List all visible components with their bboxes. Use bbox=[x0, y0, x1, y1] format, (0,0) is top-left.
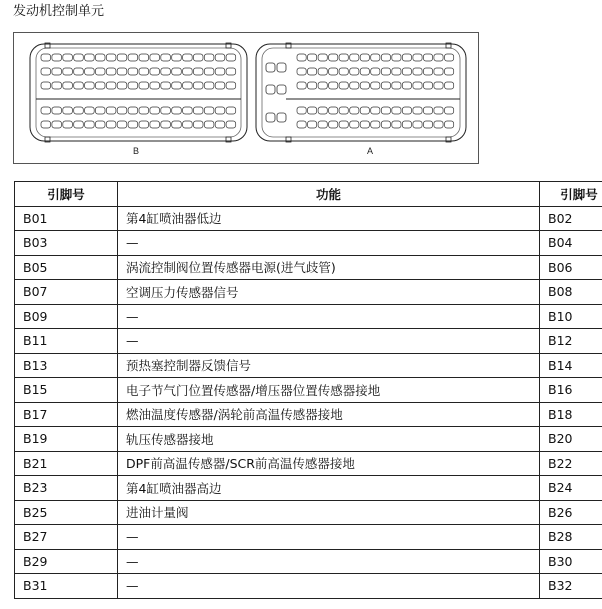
connector-a-pin bbox=[350, 54, 359, 61]
connector-b-pin bbox=[106, 68, 116, 75]
connector-b-pin bbox=[204, 54, 214, 61]
cell-pin: B15 bbox=[15, 378, 118, 403]
table-row bbox=[15, 500, 602, 525]
connector-a-pin bbox=[318, 107, 327, 114]
connector-a-pin bbox=[339, 121, 348, 128]
table-row bbox=[15, 255, 602, 280]
connector-a-pin bbox=[329, 121, 338, 128]
connector-b-pin bbox=[74, 121, 84, 128]
connector-a-power-pin bbox=[266, 85, 275, 94]
cell-pin-2: B24 bbox=[540, 476, 602, 501]
connector-b-pin bbox=[161, 54, 171, 61]
connector-a-label: A bbox=[366, 146, 374, 156]
connector-diagram bbox=[13, 32, 479, 164]
connector-a-pin bbox=[381, 121, 390, 128]
table-row bbox=[15, 451, 602, 476]
connector-b-pin bbox=[85, 82, 95, 89]
connector-a-pin bbox=[297, 68, 306, 75]
connector-a-pin bbox=[308, 54, 317, 61]
connector-b-pin bbox=[106, 54, 116, 61]
cell-function: — bbox=[118, 549, 540, 574]
connector-b-pin bbox=[74, 82, 84, 89]
connector-b-pin bbox=[41, 68, 51, 75]
connector-a-pin bbox=[392, 82, 401, 89]
cell-pin-2: B26 bbox=[540, 500, 602, 525]
table-header-row bbox=[15, 182, 602, 207]
connector-b-pin bbox=[150, 82, 160, 89]
connector-b-pin bbox=[95, 54, 105, 61]
connector-a-pin bbox=[434, 68, 443, 75]
connector-b-pin bbox=[204, 121, 214, 128]
connector-b-pin bbox=[204, 82, 214, 89]
connector-a-power-pin bbox=[266, 63, 275, 72]
cell-function: DPF前高温传感器/SCR前高温传感器接地 bbox=[118, 451, 540, 476]
connector-b-pin bbox=[183, 107, 193, 114]
connector-a-pin bbox=[402, 68, 411, 75]
cell-pin-2: B02 bbox=[540, 206, 602, 231]
connector-b-pin bbox=[85, 54, 95, 61]
connector-b-pin bbox=[41, 121, 51, 128]
connector-a-pin bbox=[413, 54, 422, 61]
connector-b-pin bbox=[204, 107, 214, 114]
connector-a-pin bbox=[445, 107, 454, 114]
connector-b-pin bbox=[74, 107, 84, 114]
connector-a-pin bbox=[423, 54, 432, 61]
table-row bbox=[15, 231, 602, 256]
connector-b-pin bbox=[215, 54, 225, 61]
connector-a-pin bbox=[350, 121, 359, 128]
cell-pin-2: B30 bbox=[540, 549, 602, 574]
connector-a-pin bbox=[445, 68, 454, 75]
cell-pin: B27 bbox=[15, 525, 118, 550]
connector-a-pin bbox=[402, 107, 411, 114]
connector-a-power-pins bbox=[266, 63, 286, 122]
cell-function: — bbox=[118, 525, 540, 550]
connector-b-pin bbox=[161, 107, 171, 114]
connector-a-pin bbox=[339, 82, 348, 89]
connector-a-pin bbox=[445, 82, 454, 89]
connector-a-pin bbox=[434, 54, 443, 61]
table-row bbox=[15, 353, 602, 378]
pin-function-table bbox=[14, 181, 602, 599]
table-row bbox=[15, 525, 602, 550]
connector-b-pin bbox=[139, 121, 149, 128]
connector-b-pin bbox=[161, 68, 171, 75]
connector-b-pin bbox=[106, 82, 116, 89]
connector-a-pin bbox=[339, 54, 348, 61]
connector-b-pin bbox=[172, 54, 182, 61]
header-pin: 引脚号 bbox=[15, 182, 118, 207]
connector-b-pin bbox=[117, 121, 127, 128]
connector-a-pin bbox=[360, 82, 369, 89]
connector-a-pin bbox=[392, 68, 401, 75]
connector-b-pin bbox=[226, 54, 236, 61]
cell-function: 进油计量阀 bbox=[118, 500, 540, 525]
connector-b-label: B bbox=[132, 146, 140, 156]
connector-b-pin bbox=[95, 68, 105, 75]
connector-a-pin bbox=[413, 68, 422, 75]
connector-b-pin bbox=[193, 121, 203, 128]
connector-b-pin bbox=[172, 82, 182, 89]
connector-a-pin bbox=[360, 121, 369, 128]
connector-b-pin bbox=[215, 107, 225, 114]
connector-b-pin bbox=[128, 82, 138, 89]
connector-b-pin bbox=[52, 107, 62, 114]
cell-pin: B23 bbox=[15, 476, 118, 501]
connector-a-pin bbox=[434, 82, 443, 89]
connector-a-pin bbox=[445, 54, 454, 61]
cell-function: 电子节气门位置传感器/增压器位置传感器接地 bbox=[118, 378, 540, 403]
connector-b-pin bbox=[106, 107, 116, 114]
connector-b-pin bbox=[85, 107, 95, 114]
connector-b-pin bbox=[128, 68, 138, 75]
table-row bbox=[15, 280, 602, 305]
connector-b-pin bbox=[183, 121, 193, 128]
cell-pin: B25 bbox=[15, 500, 118, 525]
connector-b-pin bbox=[52, 121, 62, 128]
connector-a-pin bbox=[413, 107, 422, 114]
cell-function: 第4缸喷油器高边 bbox=[118, 476, 540, 501]
connector-a-pin bbox=[350, 82, 359, 89]
connector-b-pin bbox=[139, 82, 149, 89]
table-row bbox=[15, 574, 602, 599]
connector-b-pin bbox=[150, 54, 160, 61]
cell-pin: B31 bbox=[15, 574, 118, 599]
cell-pin-2: B28 bbox=[540, 525, 602, 550]
connector-b-pin bbox=[193, 82, 203, 89]
connector-b-pin bbox=[183, 82, 193, 89]
connector-a-pin bbox=[308, 82, 317, 89]
cell-function: 预热塞控制器反馈信号 bbox=[118, 353, 540, 378]
connector-b-pin bbox=[74, 54, 84, 61]
connector-b-pin bbox=[95, 121, 105, 128]
connector-a-pin bbox=[318, 68, 327, 75]
connector-b-pin bbox=[204, 68, 214, 75]
connector-b bbox=[30, 43, 247, 142]
connector-b-pin bbox=[193, 107, 203, 114]
connector-a-power-pin bbox=[266, 113, 275, 122]
connector-a-pin bbox=[297, 107, 306, 114]
cell-pin: B29 bbox=[15, 549, 118, 574]
connector-b-pin bbox=[183, 68, 193, 75]
connector-b-pin bbox=[193, 68, 203, 75]
connector-b-pin bbox=[117, 107, 127, 114]
connector-a-pin bbox=[392, 54, 401, 61]
cell-function: 涡流控制阀位置传感器电源(进气歧管) bbox=[118, 255, 540, 280]
connector-a-pin bbox=[371, 107, 380, 114]
connector-b-pin bbox=[85, 121, 95, 128]
connector-b-pin bbox=[63, 121, 73, 128]
table-row bbox=[15, 304, 602, 329]
cell-pin: B21 bbox=[15, 451, 118, 476]
connector-a-pin bbox=[360, 107, 369, 114]
connector-a-pin bbox=[339, 68, 348, 75]
connector-b-pin bbox=[172, 107, 182, 114]
table-row bbox=[15, 476, 602, 501]
table-row bbox=[15, 402, 602, 427]
connector-a-pin bbox=[371, 54, 380, 61]
connector-b-pin bbox=[106, 121, 116, 128]
cell-pin-2: B32 bbox=[540, 574, 602, 599]
cell-function: — bbox=[118, 329, 540, 354]
cell-pin-2: B04 bbox=[540, 231, 602, 256]
connector-b-pin bbox=[41, 54, 51, 61]
connector-a-pin bbox=[381, 54, 390, 61]
connector-a-pin bbox=[423, 107, 432, 114]
table-row bbox=[15, 378, 602, 403]
cell-pin-2: B10 bbox=[540, 304, 602, 329]
cell-pin: B07 bbox=[15, 280, 118, 305]
connector-b-pin bbox=[215, 121, 225, 128]
connector-b-pin bbox=[95, 107, 105, 114]
connector-a-pin bbox=[329, 107, 338, 114]
connector-a-pin bbox=[329, 54, 338, 61]
cell-pin: B05 bbox=[15, 255, 118, 280]
cell-pin: B01 bbox=[15, 206, 118, 231]
connector-a-pin bbox=[308, 121, 317, 128]
table-row bbox=[15, 329, 602, 354]
connector-a-pin bbox=[329, 68, 338, 75]
connector-b-pin bbox=[161, 121, 171, 128]
connector-a-pin bbox=[402, 121, 411, 128]
connector-b-pin bbox=[41, 82, 51, 89]
table-row bbox=[15, 206, 602, 231]
connector-b-pin bbox=[128, 121, 138, 128]
connector-b-pin bbox=[172, 121, 182, 128]
cell-function: — bbox=[118, 574, 540, 599]
connector-b-pin bbox=[226, 82, 236, 89]
connector-a-power-pin bbox=[277, 63, 286, 72]
connector-b-pin bbox=[226, 107, 236, 114]
cell-pin-2: B12 bbox=[540, 329, 602, 354]
connector-b-pin bbox=[150, 107, 160, 114]
connector-a-pin bbox=[371, 121, 380, 128]
connector-a-pin bbox=[297, 121, 306, 128]
connector-a-pin bbox=[423, 68, 432, 75]
cell-function: 第4缸喷油器低边 bbox=[118, 206, 540, 231]
connector-a-pin bbox=[350, 107, 359, 114]
connector-a-pin bbox=[413, 121, 422, 128]
connector-b-pin bbox=[63, 68, 73, 75]
connector-b-pin bbox=[41, 107, 51, 114]
cell-pin: B17 bbox=[15, 402, 118, 427]
connector-b-pin bbox=[63, 107, 73, 114]
cell-pin: B09 bbox=[15, 304, 118, 329]
cell-function: 燃油温度传感器/涡轮前高温传感器接地 bbox=[118, 402, 540, 427]
connector-a-pin bbox=[413, 82, 422, 89]
table-row bbox=[15, 549, 602, 574]
connector-b-pin bbox=[128, 107, 138, 114]
connector-a-pins bbox=[297, 54, 454, 128]
connector-a bbox=[256, 43, 466, 142]
connector-a-pin bbox=[434, 121, 443, 128]
connector-a-pin bbox=[434, 107, 443, 114]
cell-pin-2: B06 bbox=[540, 255, 602, 280]
cell-pin-2: B08 bbox=[540, 280, 602, 305]
connector-b-pin bbox=[117, 82, 127, 89]
connector-a-pin bbox=[392, 107, 401, 114]
connector-b-pin bbox=[128, 54, 138, 61]
cell-pin: B19 bbox=[15, 427, 118, 452]
page-title: 发动机控制单元 bbox=[13, 4, 105, 19]
connector-b-pin bbox=[150, 68, 160, 75]
connector-drawing bbox=[14, 33, 480, 165]
connector-a-pin bbox=[371, 68, 380, 75]
connector-a-pin bbox=[402, 82, 411, 89]
connector-a-pin bbox=[297, 54, 306, 61]
cell-function: — bbox=[118, 231, 540, 256]
connector-b-pin bbox=[161, 82, 171, 89]
connector-a-pin bbox=[423, 121, 432, 128]
cell-pin-2: B18 bbox=[540, 402, 602, 427]
connector-b-pin bbox=[226, 68, 236, 75]
connector-b-pin bbox=[139, 68, 149, 75]
connector-a-pin bbox=[329, 82, 338, 89]
connector-b-pin bbox=[95, 82, 105, 89]
connector-a-pin bbox=[371, 82, 380, 89]
connector-b-pins bbox=[41, 54, 236, 128]
header-pin-2: 引脚号 bbox=[540, 182, 602, 207]
connector-b-pin bbox=[85, 68, 95, 75]
connector-a-pin bbox=[350, 68, 359, 75]
connector-b-pin bbox=[183, 54, 193, 61]
connector-a-pin bbox=[297, 82, 306, 89]
cell-pin-2: B20 bbox=[540, 427, 602, 452]
connector-a-pin bbox=[381, 82, 390, 89]
cell-pin: B11 bbox=[15, 329, 118, 354]
connector-b-pin bbox=[74, 68, 84, 75]
cell-pin: B13 bbox=[15, 353, 118, 378]
connector-a-pin bbox=[360, 54, 369, 61]
cell-function: 空调压力传感器信号 bbox=[118, 280, 540, 305]
connector-b-pin bbox=[193, 54, 203, 61]
connector-b-pin bbox=[150, 121, 160, 128]
connector-b-pin bbox=[226, 121, 236, 128]
connector-a-pin bbox=[423, 82, 432, 89]
cell-function: 轨压传感器接地 bbox=[118, 427, 540, 452]
connector-a-pin bbox=[381, 107, 390, 114]
connector-b-pin bbox=[117, 54, 127, 61]
cell-pin: B03 bbox=[15, 231, 118, 256]
connector-b-pin bbox=[117, 68, 127, 75]
connector-b-pin bbox=[215, 68, 225, 75]
connector-a-pin bbox=[308, 107, 317, 114]
connector-b-pin bbox=[52, 82, 62, 89]
header-function: 功能 bbox=[118, 182, 540, 207]
connector-b-pin bbox=[139, 107, 149, 114]
connector-a-pin bbox=[402, 54, 411, 61]
cell-pin-2: B16 bbox=[540, 378, 602, 403]
connector-a-pin bbox=[318, 121, 327, 128]
connector-b-pin bbox=[52, 68, 62, 75]
cell-function: — bbox=[118, 304, 540, 329]
table-row bbox=[15, 427, 602, 452]
connector-a-pin bbox=[392, 121, 401, 128]
connector-b-pin bbox=[52, 54, 62, 61]
connector-a-power-pin bbox=[277, 85, 286, 94]
connector-a-pin bbox=[318, 82, 327, 89]
connector-b-pin bbox=[139, 54, 149, 61]
connector-a-pin bbox=[339, 107, 348, 114]
cell-pin-2: B22 bbox=[540, 451, 602, 476]
cell-pin-2: B14 bbox=[540, 353, 602, 378]
connector-b-pin bbox=[172, 68, 182, 75]
connector-a-power-pin bbox=[277, 113, 286, 122]
connector-b-pin bbox=[63, 82, 73, 89]
connector-b-pin bbox=[215, 82, 225, 89]
connector-a-pin bbox=[360, 68, 369, 75]
connector-a-pin bbox=[381, 68, 390, 75]
connector-a-pin bbox=[318, 54, 327, 61]
connector-a-pin bbox=[445, 121, 454, 128]
connector-b-pin bbox=[63, 54, 73, 61]
connector-a-pin bbox=[308, 68, 317, 75]
